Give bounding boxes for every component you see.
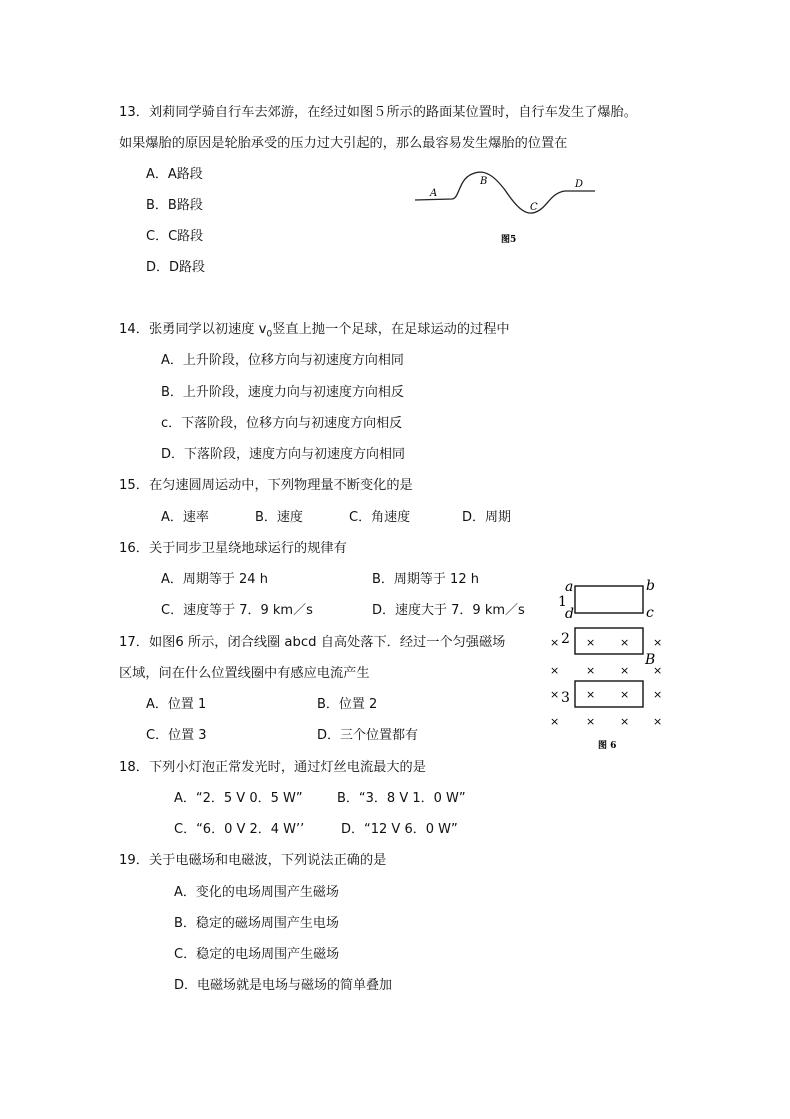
figure6-caption: 图 6 [598, 741, 617, 751]
q19-option-c: C．稳定的电场周围产生磁场 [174, 947, 340, 962]
q17-stem-line2: 区域，问在什么位置线圈中有感应电流产生 [119, 666, 370, 681]
q16-option-a: A．周期等于 24 h [161, 572, 268, 587]
q16-option-c: C．速度等于 7．9 km／s [161, 603, 313, 618]
q15-option-d: D．周期 [462, 510, 512, 525]
field-mark: × [586, 636, 596, 649]
q19-stem: 19．关于电磁场和电磁波，下列说法正确的是 [119, 853, 387, 868]
q13-option-a: A．A路段 [146, 167, 203, 182]
q19-option-a: A．变化的电场周围产生磁场 [174, 885, 339, 900]
q14-option-a: A．上升阶段，位移方向与初速度方向相同 [161, 353, 404, 368]
q19-option-b: B．稳定的磁场周围产生电场 [174, 916, 339, 931]
corner-label-c: c [646, 605, 654, 621]
field-mark: × [620, 636, 630, 649]
q13-option-c: C．C路段 [146, 229, 204, 244]
q15-option-c: C．角速度 [349, 510, 411, 525]
field-mark: × [586, 664, 596, 677]
q17-stem-line1: 17．如图6 所示，闭合线圈 abcd 自高处落下．经过一个匀强磁场 [119, 635, 506, 650]
q18-stem: 18．下列小灯泡正常发光时，通过灯丝电流最大的是 [119, 760, 426, 775]
q17-option-a: A．位置 1 [146, 697, 207, 712]
q17-option-d: D．三个位置都有 [317, 728, 419, 743]
q14-option-c: c．下落阶段，位移方向与初速度方向相反 [161, 416, 403, 431]
q18-option-c: C．“6．0 V 2．4 W’’ [174, 822, 305, 837]
field-mark: × [550, 636, 560, 649]
q15-option-b: B．速度 [255, 510, 303, 525]
q14-stem-sub: 0 [266, 329, 273, 340]
q14-option-d: D．下落阶段，速度方向与初速度方向相同 [161, 447, 406, 462]
field-mark: × [550, 688, 560, 701]
q18-option-d: D．“12 V 6．0 W” [341, 822, 458, 837]
corner-label-a: a [565, 579, 574, 595]
road-profile-figure [410, 165, 605, 250]
position-label-1: 1 [558, 594, 567, 610]
field-mark: × [653, 664, 663, 677]
field-mark: × [550, 715, 560, 728]
field-mark: × [586, 715, 596, 728]
road-label-b: B [480, 176, 488, 187]
q14-stem [119, 322, 510, 343]
position-label-2: 2 [561, 631, 570, 647]
field-mark: × [653, 688, 663, 701]
corner-label-b: b [646, 578, 655, 594]
q16-option-b: B．周期等于 12 h [372, 572, 479, 587]
q15-option-a: A．速率 [161, 510, 209, 525]
field-mark: × [620, 688, 630, 701]
q14-stem-pre: 14．张勇同学以初速度 v [119, 322, 267, 337]
coil-position-1 [575, 586, 643, 613]
q16-option-d: D．速度大于 7．9 km／s [372, 603, 525, 618]
road-label-d: D [575, 179, 584, 190]
q14-option-b: B．上升阶段，速度力向与初速度方向相反 [161, 385, 404, 400]
road-label-c: C [530, 202, 538, 213]
corner-label-d: d [565, 606, 574, 622]
magnetic-field-figure [545, 575, 670, 755]
figure5-caption: 图5 [501, 235, 517, 245]
q13-stem-line1: 13．刘莉同学骑自行车去郊游，在经过如图５所示的路面某位置时，自行车发生了爆胎。 [119, 105, 637, 120]
q17-option-b: B．位置 2 [317, 697, 378, 712]
field-mark: × [653, 636, 663, 649]
field-mark: × [620, 715, 630, 728]
q18-option-a: A．“2．5 V 0．5 W” [174, 791, 303, 806]
field-mark: × [586, 688, 596, 701]
q19-option-d: D．电磁场就是电场与磁场的简单叠加 [174, 978, 393, 993]
field-mark: × [550, 664, 560, 677]
q15-stem: 15．在匀速圆周运动中，下列物理量不断变化的是 [119, 478, 413, 493]
position-label-3: 3 [561, 690, 570, 706]
q13-option-d: D．D路段 [146, 260, 206, 275]
q13-stem-line2: 如果爆胎的原因是轮胎承受的压力过大引起的，那么最容易发生爆胎的位置在 [119, 136, 568, 151]
field-mark: × [653, 715, 663, 728]
q17-option-c: C．位置 3 [146, 728, 207, 743]
field-mark: × [620, 664, 630, 677]
road-profile-curve [415, 172, 595, 213]
q14-stem-post: 竖直上抛一个足球，在足球运动的过程中 [272, 322, 510, 337]
q16-stem: 16．关于同步卫星绕地球运行的规律有 [119, 541, 347, 556]
q18-option-b: B．“3．8 V 1．0 W” [337, 791, 466, 806]
road-label-a: A [430, 188, 438, 199]
q13-option-b: B．B路段 [146, 198, 203, 213]
field-label-b: B [645, 652, 656, 668]
